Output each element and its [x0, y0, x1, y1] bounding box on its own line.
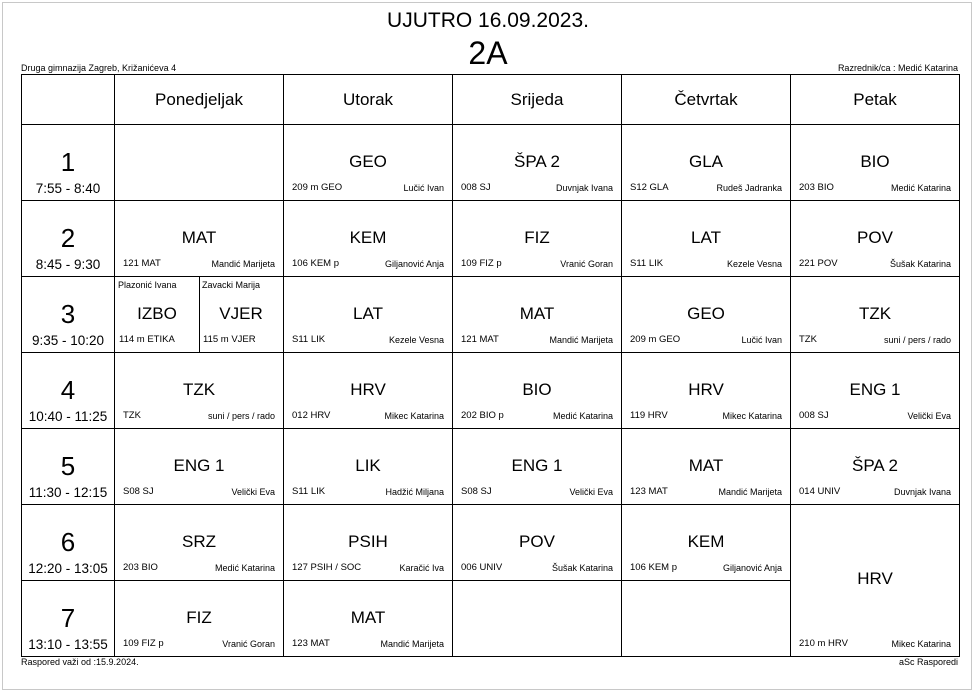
lesson-cell: [791, 201, 960, 277]
lesson-room: 008 SJ: [461, 182, 491, 193]
lesson-cell: [115, 505, 284, 581]
period-label: [22, 581, 115, 657]
lesson-cell: [622, 125, 791, 201]
period-time: 10:40 - 11:25: [28, 409, 108, 424]
lesson-teacher: Vranić Goran: [222, 639, 275, 649]
lesson-subject: HRV: [350, 380, 386, 399]
lesson-teacher: Velički Eva: [907, 411, 951, 421]
lesson-cell-empty: [453, 581, 622, 657]
lesson-teacher: Mandić Marijeta: [718, 487, 782, 497]
period-label: [22, 125, 115, 201]
period-row: [22, 277, 960, 353]
lesson-subject: SRZ: [182, 532, 216, 551]
lesson-cell: [453, 201, 622, 277]
lesson-subject: POV: [519, 532, 555, 551]
lesson-cell: [284, 429, 453, 505]
lesson-teacher: suni / pers / rado: [883, 335, 951, 345]
lesson-teacher: Mikec Katarina: [384, 411, 444, 421]
lesson-teacher: Medić Katarina: [214, 563, 275, 573]
split-lesson-religion: [199, 277, 283, 352]
lesson-teacher: Giljanović Anja: [384, 259, 444, 269]
lesson-teacher: Mandić Marijeta: [549, 335, 613, 345]
lesson-teacher: Kezele Vesna: [388, 335, 444, 345]
lesson-teacher: Vranić Goran: [560, 259, 613, 269]
timetable-grid: [21, 74, 960, 657]
period-number: 1: [60, 147, 76, 177]
lesson-subject: FIZ: [186, 608, 212, 627]
lesson-teacher: Plazonić Ivana: [118, 280, 177, 290]
day-header-friday: Petak: [791, 75, 960, 125]
period-number: 2: [60, 223, 76, 253]
period-row: [22, 429, 960, 505]
period-time: 7:55 - 8:40: [35, 181, 101, 196]
lesson-subject: HRV: [688, 380, 724, 399]
lesson-teacher: Hadžić Miljana: [385, 487, 444, 497]
lesson-cell: [791, 125, 960, 201]
day-header-monday: Ponedjeljak: [115, 75, 284, 125]
day-header-wednesday: Srijeda: [453, 75, 622, 125]
period-number: 7: [60, 603, 76, 633]
lesson-subject: GEO: [687, 304, 725, 323]
lesson-cell: [622, 201, 791, 277]
lesson-teacher: Kezele Vesna: [726, 259, 782, 269]
period-label: [22, 505, 115, 581]
lesson-cell: [622, 353, 791, 429]
lesson-cell: [115, 201, 284, 277]
lesson-room: 109 FIZ p: [461, 258, 502, 269]
period-row: [22, 505, 960, 581]
lesson-subject: ŠPA 2: [852, 456, 898, 475]
lesson-teacher: Duvnjak Ivana: [893, 487, 951, 497]
lesson-teacher: Medić Katarina: [890, 183, 951, 193]
lesson-room: 008 SJ: [799, 410, 829, 421]
lesson-subject: LAT: [691, 228, 721, 247]
lesson-room: 114 m ETIKA: [119, 334, 175, 345]
lesson-cell: [453, 505, 622, 581]
lesson-teacher: Šušak Katarina: [551, 563, 613, 573]
lesson-teacher: Mandić Marijeta: [380, 639, 444, 649]
period-time: 8:45 - 9:30: [35, 257, 101, 272]
lesson-room: 209 m GEO: [292, 182, 343, 193]
lesson-room: 203 BIO: [799, 182, 834, 193]
lesson-room: S11 LIK: [630, 258, 664, 269]
lesson-teacher: Zavacki Marija: [202, 280, 261, 290]
period-time: 13:10 - 13:55: [28, 637, 108, 652]
period-label: [22, 353, 115, 429]
lesson-room: 014 UNIV: [799, 486, 841, 497]
period-number: 3: [60, 299, 76, 329]
lesson-room: 221 POV: [799, 258, 838, 269]
lesson-cell-empty: [115, 125, 284, 201]
lesson-subject: ENG 1: [849, 380, 901, 399]
lesson-room: 203 BIO: [123, 562, 158, 573]
lesson-subject: TZK: [182, 380, 216, 399]
lesson-room: 123 MAT: [630, 486, 668, 497]
lesson-subject: LAT: [353, 304, 383, 323]
period-label: [22, 201, 115, 277]
lesson-subject: GEO: [349, 152, 387, 171]
lesson-room: S08 SJ: [461, 486, 492, 497]
lesson-room: S08 SJ: [123, 486, 154, 497]
lesson-cell: [622, 277, 791, 353]
lesson-room: 115 m VJER: [203, 334, 256, 345]
lesson-subject: POV: [857, 228, 893, 247]
split-lesson-ethics: [115, 277, 200, 352]
lesson-cell-double: [791, 505, 960, 657]
lesson-teacher: Mandić Marijeta: [211, 259, 275, 269]
lesson-subject: KEM: [349, 228, 387, 247]
lesson-subject: MAT: [688, 456, 724, 475]
lesson-room: 209 m GEO: [630, 334, 681, 345]
lesson-room: 210 m HRV: [799, 638, 848, 649]
lesson-cell: [115, 581, 284, 657]
lesson-cell: [453, 353, 622, 429]
lesson-cell: [453, 125, 622, 201]
lesson-subject: KEM: [687, 532, 725, 551]
period-row: [22, 125, 960, 201]
lesson-room: 109 FIZ p: [123, 638, 164, 649]
lesson-cell-split: [115, 277, 284, 353]
lesson-room: 123 MAT: [292, 638, 330, 649]
lesson-room: TZK: [123, 410, 141, 421]
lesson-cell: [453, 277, 622, 353]
lesson-room: 006 UNIV: [461, 562, 503, 573]
lesson-subject: TZK: [858, 304, 892, 323]
lesson-cell: [284, 201, 453, 277]
lesson-room: 106 KEM p: [292, 258, 339, 269]
lesson-subject: VJER: [219, 304, 263, 323]
lesson-cell: [284, 277, 453, 353]
lesson-subject: BIO: [860, 152, 890, 171]
lesson-subject: BIO: [522, 380, 552, 399]
class-name-title: 2A: [468, 35, 508, 71]
lesson-room: 121 MAT: [461, 334, 499, 345]
day-header-thursday: Četvrtak: [622, 75, 791, 125]
period-time: 11:30 - 12:15: [28, 485, 108, 500]
lesson-teacher: Mikec Katarina: [722, 411, 782, 421]
lesson-teacher: Lučić Ivan: [741, 335, 782, 345]
lesson-subject: FIZ: [524, 228, 550, 247]
lesson-room: 106 KEM p: [630, 562, 677, 573]
lesson-cell: [622, 429, 791, 505]
lesson-teacher: Velički Eva: [569, 487, 613, 497]
lesson-teacher: Mikec Katarina: [891, 639, 951, 649]
lesson-subject: ENG 1: [511, 456, 563, 475]
lesson-cell: [284, 505, 453, 581]
lesson-teacher: Šušak Katarina: [889, 259, 951, 269]
lesson-cell: [622, 505, 791, 581]
lesson-teacher: Rudeš Jadranka: [716, 183, 782, 193]
valid-from-note: Raspored važi od :15.9.2024.: [21, 657, 139, 667]
lesson-cell: [791, 429, 960, 505]
day-header-row: [22, 75, 960, 125]
period-row: [22, 353, 960, 429]
lesson-cell: [115, 429, 284, 505]
lesson-subject: PSIH: [348, 532, 388, 551]
lesson-room: 202 BIO p: [461, 410, 504, 421]
period-number: 4: [60, 375, 76, 405]
lesson-cell: [284, 125, 453, 201]
lesson-teacher: Karačić Iva: [399, 563, 444, 573]
period-label: [22, 429, 115, 505]
lesson-teacher: suni / pers / rado: [207, 411, 275, 421]
lesson-subject: HRV: [857, 569, 893, 588]
lesson-subject: ENG 1: [173, 456, 225, 475]
period-time: 12:20 - 13:05: [28, 561, 108, 576]
lesson-teacher: Velički Eva: [231, 487, 275, 497]
lesson-room: 012 HRV: [292, 410, 331, 421]
lesson-room: S11 LIK: [292, 486, 326, 497]
software-credit: aSc Rasporedi: [898, 657, 958, 667]
lesson-subject: GLA: [688, 152, 724, 171]
lesson-teacher: Duvnjak Ivana: [555, 183, 613, 193]
lesson-room: 121 MAT: [123, 258, 161, 269]
period-number: 6: [60, 527, 76, 557]
period-number: 5: [60, 451, 76, 481]
school-name: Druga gimnazija Zagreb, Križanićeva 4: [21, 63, 177, 73]
lesson-room: 119 HRV: [630, 410, 668, 421]
lesson-room: TZK: [799, 334, 817, 345]
period-row: [22, 201, 960, 277]
lesson-cell: [453, 429, 622, 505]
period-label: [22, 277, 115, 353]
lesson-room: S12 GLA: [630, 182, 669, 193]
lesson-subject: MAT: [181, 228, 217, 247]
lesson-cell: [791, 277, 960, 353]
lesson-cell: [284, 581, 453, 657]
day-header-tuesday: Utorak: [284, 75, 453, 125]
class-teacher: Razrednik/ca : Medić Katarina: [837, 63, 958, 73]
lesson-teacher: Giljanović Anja: [722, 563, 782, 573]
lesson-subject: MAT: [519, 304, 555, 323]
lesson-cell-empty: [622, 581, 791, 657]
lesson-teacher: Medić Katarina: [552, 411, 613, 421]
lesson-teacher: Lučić Ivan: [403, 183, 444, 193]
lesson-subject: IZBO: [137, 304, 177, 323]
lesson-subject: MAT: [350, 608, 386, 627]
lesson-room: 127 PSIH / SOC: [292, 562, 362, 573]
lesson-cell: [791, 353, 960, 429]
lesson-cell: [115, 353, 284, 429]
period-time: 9:35 - 10:20: [31, 333, 105, 348]
corner-cell: [22, 75, 115, 125]
lesson-cell: [284, 353, 453, 429]
lesson-subject: LIK: [355, 456, 381, 475]
lesson-room: S11 LIK: [292, 334, 326, 345]
lesson-subject: ŠPA 2: [514, 152, 560, 171]
timetable-date-title: UJUTRO 16.09.2023.: [387, 9, 589, 32]
